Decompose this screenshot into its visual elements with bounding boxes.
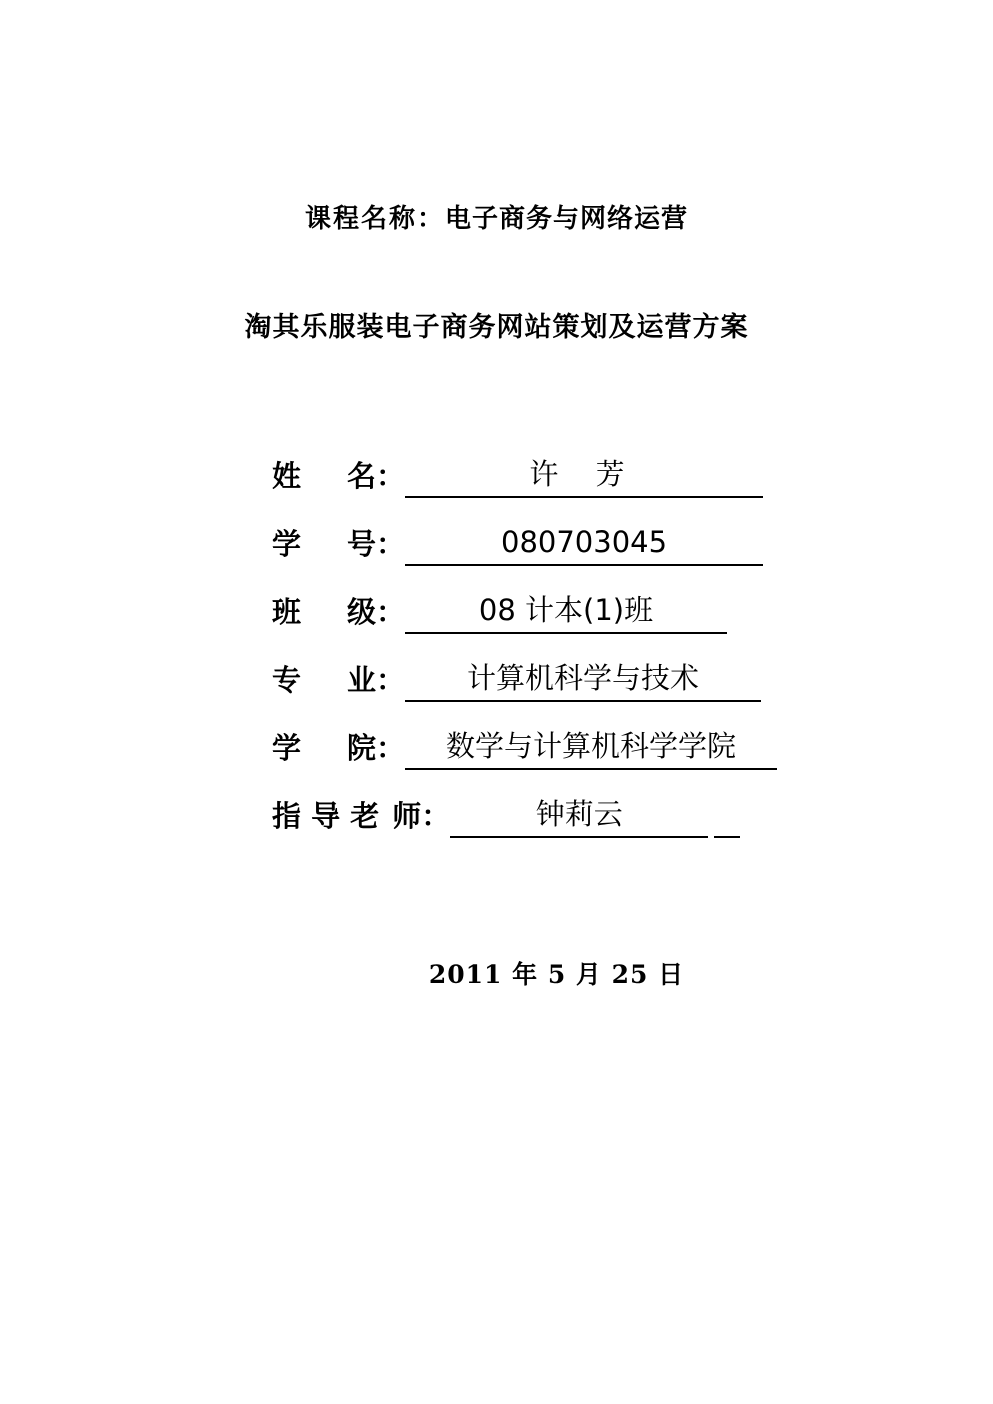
document-date: 2011 年 5 月 25 日 [428,960,685,989]
field-row-major [272,634,832,702]
course-name-label: 课程名称： [304,204,445,234]
field-row-class [272,566,832,634]
field-label-name: 姓 名： [272,459,406,493]
field-row-student-id [272,498,832,566]
field-row-advisor [272,770,832,838]
info-fields [272,430,832,838]
field-row-name [272,430,832,498]
field-label-college: 学 院： [272,731,406,765]
field-value-college: 数学与计算机科学学院 [405,725,777,770]
field-label-advisor: 指 导 老 师： [272,799,451,833]
field-value-advisor: 钟莉云 [450,793,708,838]
field-value-major: 计算机科学与技术 [405,657,761,702]
course-name-value: 电子商务与网络运营 [445,204,689,234]
field-label-major: 专 业： [272,663,406,697]
field-value-name: 许 芳 [405,453,763,498]
field-row-college [272,702,832,770]
course-name-line [0,198,993,235]
field-label-student-id: 学 号： [272,527,406,561]
field-value-class: 08 计本(1)班 [405,589,727,634]
advisor-underline-tail [714,796,740,838]
page-title: 淘其乐服装电子商务网站策划及运营方案 [244,312,749,343]
field-label-class: 班 级： [272,595,406,629]
field-value-student-id: 080703045 [405,521,763,566]
